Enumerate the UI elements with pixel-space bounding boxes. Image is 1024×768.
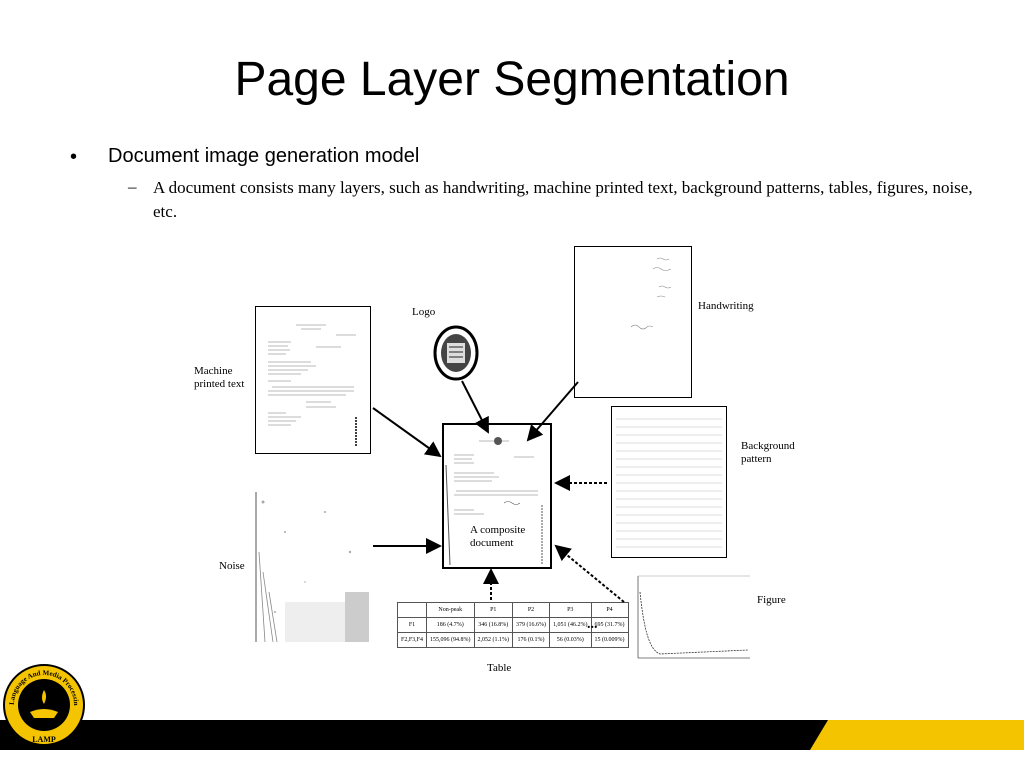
slide-title: Page Layer Segmentation: [234, 53, 790, 106]
label-ellipsis: ...: [587, 617, 598, 632]
table-header-cell: P1: [474, 603, 513, 618]
label-noise: Noise: [219, 560, 245, 572]
lamp-logo: [2, 660, 86, 750]
table-header-cell: Non-peak: [427, 603, 475, 618]
table-header-cell: P3: [550, 603, 592, 618]
sub-bullet-marker: –: [128, 177, 137, 196]
table-header-cell: P2: [513, 603, 550, 618]
label-machine-printed: Machine printed text: [194, 365, 245, 390]
table-header-cell: P4: [591, 603, 628, 618]
label-table: Table: [487, 662, 512, 674]
table-cell: 379 (16.6%): [513, 618, 550, 633]
lamp-logo-arc-text: Language And Media Processin: [7, 668, 81, 706]
lamp-logo-acronym: LAMP: [32, 735, 56, 744]
label-composite: A composite document: [470, 524, 526, 549]
table-cell: F1: [398, 618, 427, 633]
table-cell: 346 (16.8%): [474, 618, 513, 633]
table-cell: 176 (0.1%): [513, 633, 550, 648]
table-cell: F2,F3,F4: [398, 633, 427, 648]
table-cell: 2,052 (1.1%): [474, 633, 513, 648]
table-cell: 1,051 (46.2%): [550, 618, 592, 633]
bullet-text: Document image generation model: [108, 145, 420, 167]
label-background: Background pattern: [741, 440, 795, 465]
label-logo: Logo: [412, 306, 436, 318]
table-cell: 56 (0.03%): [550, 633, 592, 648]
label-figure: Figure: [757, 594, 786, 606]
table-cell: 15 (0.009%): [591, 633, 628, 648]
table-cell: 155,096 (94.8%): [427, 633, 475, 648]
footer-accent: [810, 720, 1024, 750]
table-cell: 186 (4.7%): [427, 618, 475, 633]
label-handwriting: Handwriting: [698, 300, 754, 312]
table-cell: 695 (31.7%): [591, 618, 628, 633]
footer-bottom-strip: [0, 750, 1024, 768]
bullet-marker: •: [70, 146, 78, 168]
sub-bullet-text: A document consists many layers, such as handwriting, machine printed text, background patterns, tables, figures, noise, etc.: [153, 178, 973, 221]
